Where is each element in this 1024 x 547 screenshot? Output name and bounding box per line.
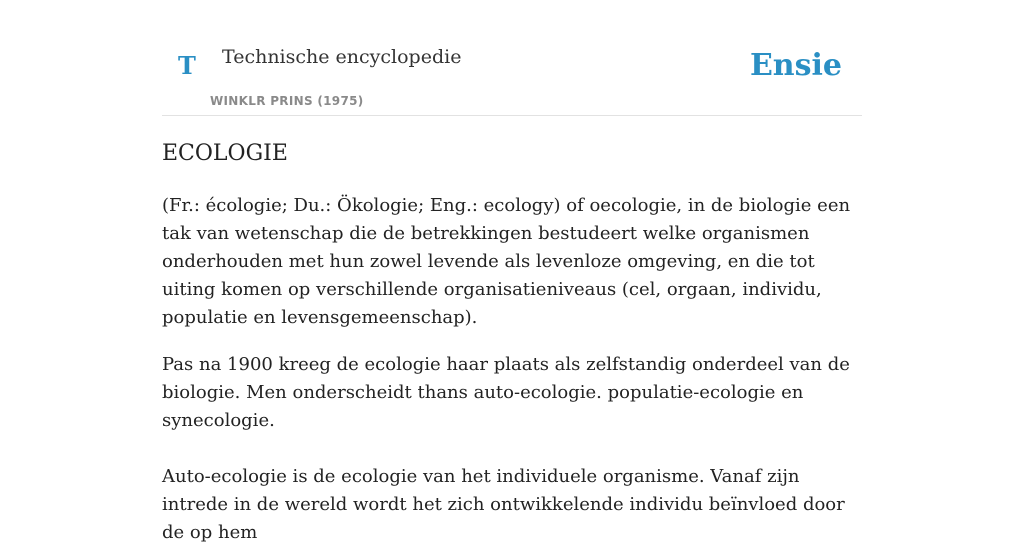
source-title-link[interactable]: Technische encyclopedie: [222, 46, 462, 68]
ensie-logo[interactable]: Ensie: [749, 48, 842, 83]
article-paragraph-2: Pas na 1900 kreeg de ecologie haar plaats als zelfstandig onderdeel van de biologie. Men onderscheidt thans auto-ecologie. populatie-ecologie en synecologie.: [162, 354, 850, 431]
source-subtitle: WINKLR PRINS (1975): [210, 94, 364, 108]
article-paragraph-3: Auto-ecologie is de ecologie van het individuele organisme. Vanaf zijn intrede in de wereld wordt het zich ontwikkelende individu beïnvloed door de op hem: [162, 466, 845, 543]
article-title: ECOLOGIE: [162, 141, 288, 166]
page: [162, 0, 862, 543]
source-header: [162, 0, 862, 116]
article-paragraph-1: (Fr.: écologie; Du.: Ökologie; Eng.: ecology) of oecologie, in de biologie een tak van wetenschap die de betrekkingen bestudeert welke organismen onderhouden met hun zowel levende als levenloze omgeving, en die tot uiting komen op verschillende organisatieniveaus (cel, orgaan, individu, populatie en levensgemeenschap).: [162, 195, 851, 328]
source-logo-icon[interactable]: T: [178, 51, 196, 80]
